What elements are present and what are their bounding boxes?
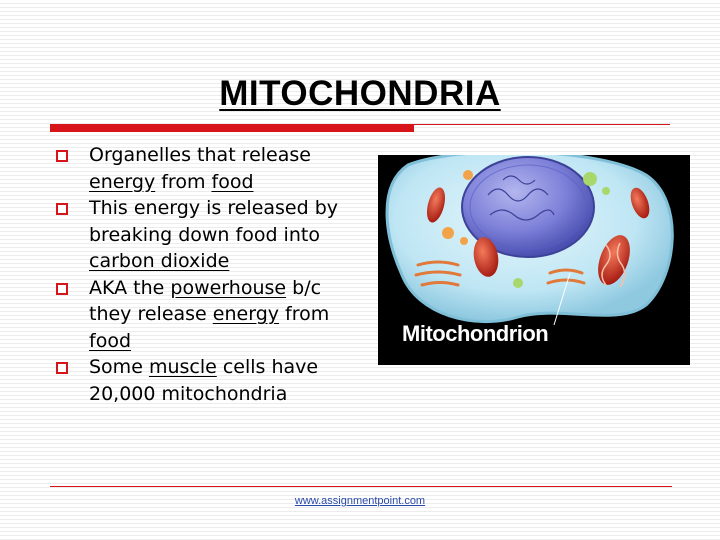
title-underline-line bbox=[414, 124, 670, 125]
bullet-item bbox=[56, 354, 356, 407]
image-caption: Mitochondrion bbox=[402, 321, 549, 346]
bullet-item bbox=[56, 275, 356, 355]
bullet-text: b/c they release bbox=[89, 276, 322, 325]
bullet-keyword: food bbox=[89, 329, 131, 352]
bullet-text: cells have 20,000 mitochondria bbox=[89, 356, 319, 405]
bullet-text: AKA the bbox=[89, 276, 171, 299]
bullet-text: Organelles that release bbox=[89, 144, 311, 166]
bullet-text: from bbox=[279, 303, 330, 325]
bullet-keyword: food bbox=[211, 170, 254, 193]
title-underline-bar bbox=[50, 124, 414, 132]
bullet-text: This energy is released by breaking down food into bbox=[89, 197, 339, 246]
mitochondrion-cell-image bbox=[378, 155, 690, 365]
bullet-text: Some bbox=[89, 356, 149, 378]
bullet-keyword: carbon dioxide bbox=[89, 250, 230, 272]
hollow-square-bullet-icon bbox=[56, 283, 68, 295]
hollow-square-bullet-icon bbox=[56, 362, 68, 374]
hollow-square-bullet-icon bbox=[56, 203, 68, 215]
bullet-keyword: muscle bbox=[148, 356, 217, 378]
bullet-item bbox=[56, 142, 356, 195]
footer-divider bbox=[50, 486, 672, 487]
hollow-square-bullet-icon bbox=[56, 150, 68, 162]
bullet-keyword: powerhouse bbox=[170, 276, 287, 299]
bullet-keyword: energy bbox=[89, 170, 156, 193]
bullet-list bbox=[56, 142, 356, 407]
bullet-text: from bbox=[155, 170, 212, 193]
bullet-item bbox=[56, 195, 356, 275]
bullet-keyword: energy bbox=[212, 303, 279, 325]
slide-title-text: MITOCHONDRIA bbox=[219, 74, 501, 113]
slide-title bbox=[0, 74, 720, 114]
footer-link[interactable]: www.assignmentpoint.com bbox=[294, 495, 426, 507]
